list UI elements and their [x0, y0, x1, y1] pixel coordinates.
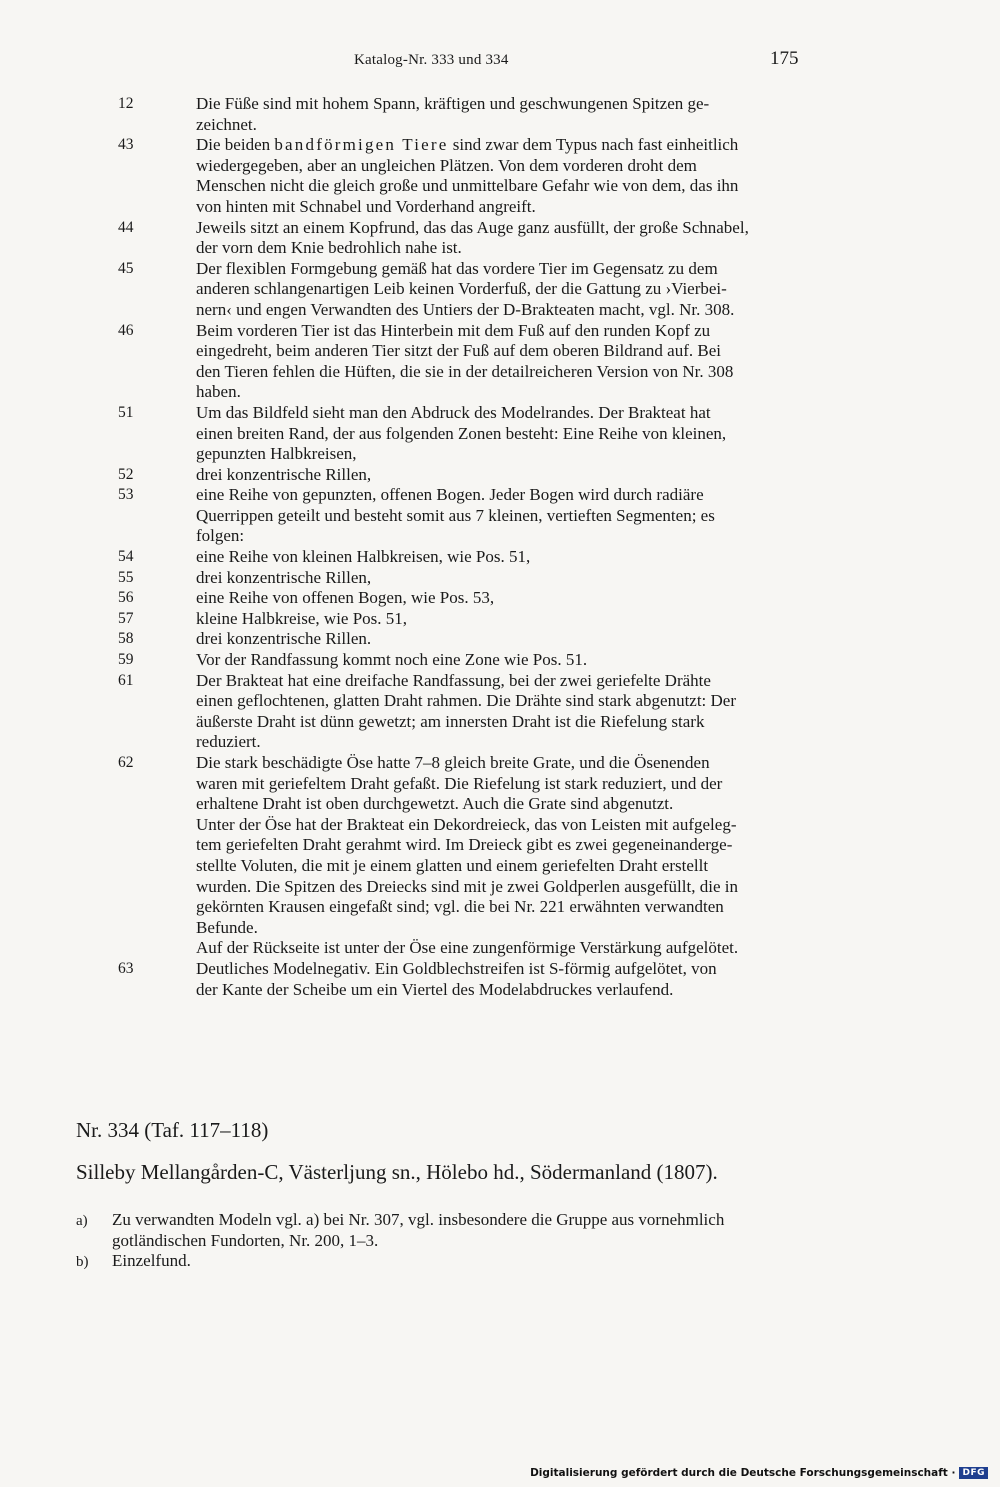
- position-number: 45: [118, 259, 134, 277]
- position-number: 57: [118, 609, 134, 627]
- entry-line: [196, 135, 802, 156]
- entry-line: wurden. Die Spitzen des Dreiecks sind mit je zwei Goldperlen ausgefüllt, die in: [196, 876, 738, 896]
- entry-line: Die stark beschädigte Öse hatte 7–8 gleich breite Grate, und die Ösenenden: [196, 753, 710, 772]
- entry-line: folgen:: [196, 526, 245, 546]
- note-line: gotländischen Fundorten, Nr. 200, 1–3.: [112, 1230, 379, 1250]
- entry-line: haben.: [196, 382, 241, 402]
- note-mark: b): [76, 1254, 89, 1271]
- catalog-entry: [0, 485, 1000, 547]
- entry-text: [196, 135, 802, 217]
- find-location: Silleby Mellangården-C, Västerljung sn., Hölebo hd., Södermanland (1807).: [76, 1160, 718, 1184]
- entry-text-segment: Die beiden: [196, 135, 275, 155]
- note-text: [112, 1251, 802, 1272]
- entry-line: kleine Halbkreise, wie Pos. 51,: [196, 608, 408, 628]
- entry-text: [196, 259, 802, 321]
- catalog-entry: [0, 753, 1000, 959]
- catalog-entry: [0, 135, 1000, 217]
- entry-line: Vor der Randfassung kommt noch eine Zone wie Pos. 51.: [196, 650, 588, 670]
- position-number: 52: [118, 465, 134, 483]
- catalog-entry: [0, 94, 1000, 135]
- entry-line: Beim vorderen Tier ist das Hinterbein mit dem Fuß auf den runden Kopf zu: [196, 320, 711, 340]
- catalog-entry: [0, 609, 1000, 630]
- spaced-term: bandförmigen Tiere: [274, 135, 449, 155]
- position-number: 54: [118, 548, 134, 566]
- entry-line: tem geriefelten Draht gerahmt wird. Im Dreieck gibt es zwei gegeneinanderge-: [196, 835, 733, 855]
- position-number: 55: [118, 568, 134, 586]
- position-number: 46: [118, 321, 134, 339]
- entry-line: wiedergegeben, aber an ungleichen Plätzen. Von dem vorderen droht dem: [196, 155, 697, 175]
- entry-text: [196, 588, 802, 609]
- entry-text: [196, 465, 802, 486]
- entry-line: einen geflochtenen, glatten Draht rahmen. Die Drähte sind stark abgenutzt: Der: [196, 691, 737, 711]
- entry-line: Jeweils sitzt an einem Kopfrund, das das Auge ganz ausfüllt, der große Schnabel,: [196, 217, 749, 237]
- position-number: 59: [118, 651, 134, 669]
- entry-line: Auf der Rückseite ist unter der Öse eine zungenförmige Verstärkung aufgelötet.: [196, 938, 739, 958]
- entry-line: eingedreht, beim anderen Tier sitzt der Fuß auf dem oberen Bildrand auf. Bei: [196, 341, 721, 361]
- catalog-entry: [0, 218, 1000, 259]
- entry-line: der Kante der Scheibe um ein Viertel des Modelabdruckes verlaufend.: [196, 979, 674, 999]
- entry-line: Um das Bildfeld sieht man den Abdruck des Modelrandes. Der Brakteat hat: [196, 402, 711, 422]
- entry-text: [196, 609, 802, 630]
- entry-text: [196, 94, 802, 135]
- entry-line: der vorn dem Knie bedrohlich nahe ist.: [196, 238, 462, 258]
- footer-credit: Digitalisierung gefördert durch die Deutsche Forschungsgemeinschaft ·: [530, 1467, 956, 1479]
- section-title: Nr. 334 (Taf. 117–118): [76, 1118, 269, 1142]
- entry-line: reduziert.: [196, 732, 261, 752]
- entry-line: Querrippen geteilt und besteht somit aus 7 kleinen, vertieften Segmenten; es: [196, 505, 715, 525]
- entry-line: Der Brakteat hat eine dreifache Randfassung, bei der zwei geriefelte Drähte: [196, 670, 711, 690]
- entry-line: zeichnet.: [196, 114, 257, 134]
- entry-text: [196, 650, 802, 671]
- entry-line: von hinten mit Schnabel und Vorderhand angreift.: [196, 196, 536, 216]
- note-item: [0, 1210, 1000, 1251]
- entry-line: einen breiten Rand, der aus folgenden Zonen besteht: Eine Reihe von kleinen,: [196, 423, 727, 443]
- position-number: 61: [118, 671, 134, 689]
- catalog-entry: [0, 588, 1000, 609]
- entry-line: Unter der Öse hat der Brakteat ein Dekordreieck, das von Leisten mit aufgeleg-: [196, 814, 737, 834]
- entry-text: [196, 753, 802, 959]
- catalog-entry: [0, 671, 1000, 753]
- note-mark: a): [76, 1213, 88, 1229]
- entry-line: nern‹ und engen Verwandten des Untiers der D-Brakteaten macht, vgl. Nr. 308.: [196, 299, 735, 319]
- entry-line: den Tieren fehlen die Hüften, die sie in der detailreicheren Version von Nr. 308: [196, 361, 734, 381]
- position-number: 58: [118, 630, 134, 648]
- entry-line: drei konzentrische Rillen,: [196, 567, 372, 587]
- entry-line: äußerste Draht ist dünn gewetzt; am innersten Draht ist die Riefelung stark: [196, 711, 705, 731]
- position-number: 51: [118, 403, 134, 421]
- entry-text: [196, 485, 802, 547]
- footer: [530, 1467, 988, 1479]
- entry-text: [196, 403, 802, 465]
- page-header: [0, 48, 1000, 76]
- entry-line: Befunde.: [196, 917, 258, 937]
- catalog-entry: [0, 959, 1000, 1000]
- position-number: 56: [118, 589, 134, 607]
- entry-line: eine Reihe von kleinen Halbkreisen, wie Pos. 51,: [196, 547, 531, 567]
- entry-text: [196, 959, 802, 1000]
- catalog-entry: [0, 403, 1000, 465]
- catalog-entry: [0, 259, 1000, 321]
- note-text: [112, 1210, 802, 1251]
- catalog-entries: [0, 94, 1000, 1000]
- position-number: 12: [118, 95, 134, 112]
- position-number: 62: [118, 754, 134, 771]
- entry-line: erhaltene Draht ist oben durchgewetzt. Auch die Grate sind abgenutzt.: [196, 794, 674, 814]
- entry-line: waren mit geriefeltem Draht gefaßt. Die Riefelung ist stark reduziert, und der: [196, 773, 723, 793]
- position-number: 43: [118, 136, 134, 154]
- entry-text: [196, 568, 802, 589]
- entry-line: Deutliches Modelnegativ. Ein Goldblechstreifen ist S-förmig aufgelötet, von: [196, 958, 717, 978]
- note-line: Einzelfund.: [112, 1251, 191, 1271]
- catalog-entry: [0, 629, 1000, 650]
- catalog-entry: [0, 465, 1000, 486]
- entry-line: drei konzentrische Rillen,: [196, 464, 372, 484]
- entry-line: eine Reihe von offenen Bogen, wie Pos. 53,: [196, 588, 495, 608]
- dfg-logo: DFG: [959, 1467, 988, 1479]
- notes-list: [0, 1210, 1000, 1272]
- note-line: Zu verwandten Modeln vgl. a) bei Nr. 307, vgl. insbesondere die Gruppe aus vornehmlich: [112, 1210, 725, 1229]
- entry-text-segment: sind zwar dem Typus nach fast einheitlich: [448, 135, 739, 155]
- note-item: [0, 1251, 1000, 1272]
- entry-line: Die Füße sind mit hohem Spann, kräftigen und geschwungenen Spitzen ge-: [196, 94, 710, 113]
- entry-line: drei konzentrische Rillen.: [196, 629, 372, 649]
- entry-line: gekörnten Krausen eingefaßt sind; vgl. die bei Nr. 221 erwähnten verwandten: [196, 897, 724, 917]
- catalog-entry: [0, 547, 1000, 568]
- catalog-entry: [0, 321, 1000, 403]
- entry-text: [196, 321, 802, 403]
- page-number: 175: [770, 48, 799, 69]
- entry-line: stellte Voluten, die mit je einem glatten und einem geriefelten Draht erstellt: [196, 855, 709, 875]
- entry-line: gepunzten Halbkreisen,: [196, 444, 357, 464]
- entry-text: [196, 629, 802, 650]
- entry-text: [196, 547, 802, 568]
- catalog-entry: [0, 650, 1000, 671]
- position-number: 53: [118, 486, 134, 504]
- running-title: Katalog-Nr. 333 und 334: [354, 52, 509, 68]
- position-number: 44: [118, 218, 134, 236]
- catalog-entry: [0, 568, 1000, 589]
- position-number: 63: [118, 959, 134, 977]
- entry-text: [196, 218, 802, 259]
- entry-line: eine Reihe von gepunzten, offenen Bogen. Jeder Bogen wird durch radiäre: [196, 485, 704, 505]
- entry-line: Menschen nicht die gleich große und unmittelbare Gefahr wie von dem, das ihn: [196, 176, 739, 196]
- entry-line: anderen schlangenartigen Leib keinen Vorderfuß, der die Gattung zu ›Vierbei-: [196, 279, 727, 299]
- entry-line: Der flexiblen Formgebung gemäß hat das vordere Tier im Gegensatz zu dem: [196, 258, 718, 278]
- entry-text: [196, 671, 802, 753]
